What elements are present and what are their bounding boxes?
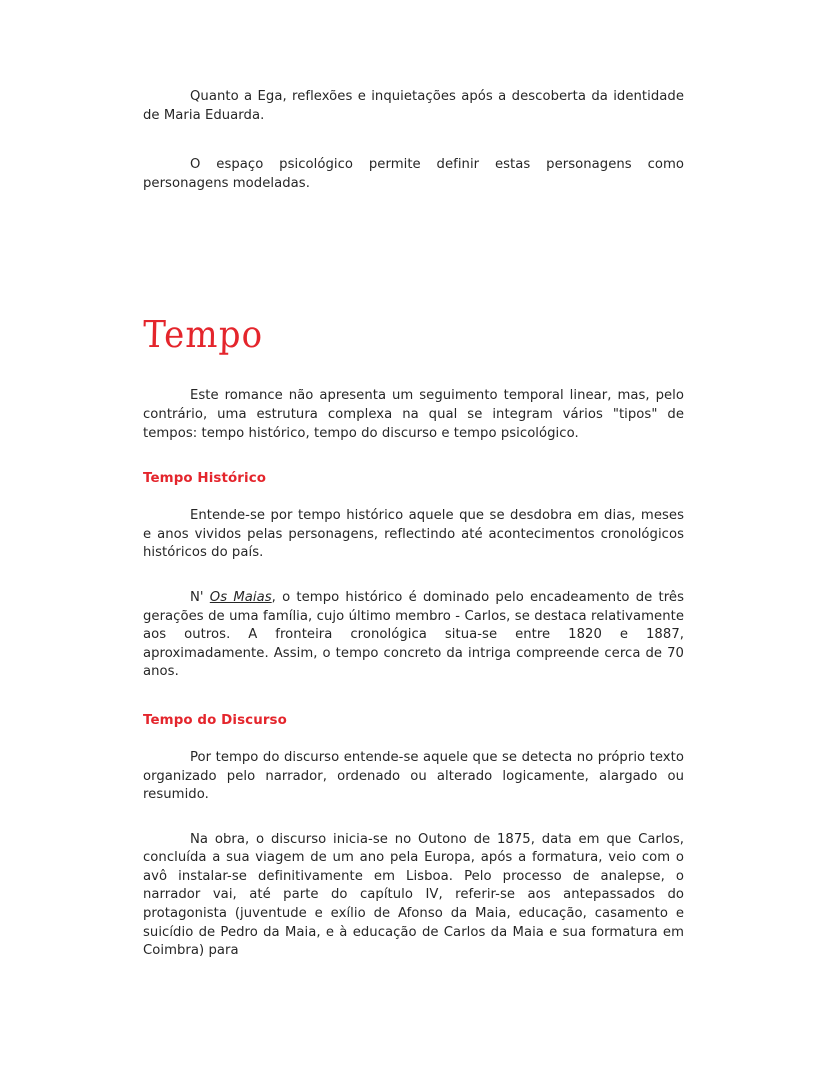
paragraph-espaco-psicologico: O espaço psicológico permite definir estas personagens como personagens modeladas. — [143, 157, 684, 191]
spacer-before-subheading-tempo-do-discurso — [143, 682, 684, 712]
subheading-tempo-do-discurso: Tempo do Discurso — [143, 712, 287, 728]
spacer-before-subheading-tempo-historico — [143, 443, 684, 470]
section-title-tempo: Tempo — [142, 313, 264, 357]
spacer-before-paragraph-os-maias — [143, 563, 684, 589]
spacer-after-subheading-tempo-historico — [143, 487, 684, 507]
work-title-os-maias: Os Maias — [209, 589, 272, 605]
paragraph-entende-se-tempo-historico: Entende-se por tempo histórico aquele que se desdobra em dias, meses e anos vividos pelas personagens, reflectindo até acontecimentos cronológicos históricos do país. — [143, 508, 684, 561]
paragraph-por-tempo-do-discurso: Por tempo do discurso entende-se aquele que se detecta no próprio texto organizado pelo narrador, ordenado ou alterado logicamente, alargado ou resumido. — [143, 749, 684, 803]
paragraph-romance-nao-linear: Este romance não apresenta um seguimento temporal linear, mas, pelo contrário, uma estrutura complexa na qual se integram vários "tipos" de tempos: tempo histórico, tempo do discurso e tempo psicológico. — [143, 388, 684, 441]
spacer-after-title-tempo — [143, 355, 684, 387]
paragraph-os-maias-geracoes — [143, 589, 684, 682]
paragraph-os-maias-remainder: , o tempo histórico é dominado pelo encadeamento de três gerações de uma família, cujo último membro - Carlos, se destaca relativamente aos outros. A fronteira cronológica situa-se entre 1820 e 1887, aproximadamente. Assim, o tempo concreto da intriga compreende cerca de 70 anos. — [143, 589, 684, 680]
subheading-tempo-historico: Tempo Histórico — [143, 471, 267, 487]
paragraph-ega: Quanto a Ega, reflexões e inquietações após a descoberta da identidade de Maria Eduarda. — [143, 89, 684, 123]
paragraph-na-obra-outono-1875: Na obra, o discurso inicia-se no Outono de 1875, data em que Carlos, concluída a sua viagem de um ano pela Europa, após a formatura, veio com o avô instalar-se definitivamente em Lisboa. Pelo processo de analepse, o narrador vai, até parte do capítulo IV, referir-se aos antepassados do protagonista (juventude e exílio de Afonso da Maia, educação, casamento e suicídio de Pedro da Maia, e à educação de Carlos da Maia e sua formatura em Coimbra) para — [143, 831, 684, 959]
spacer-before-title-tempo — [143, 193, 684, 315]
text-n-apostrophe: N' — [190, 589, 210, 605]
spacer-after-paragraph-ega — [143, 125, 684, 156]
spacer-after-subheading-tempo-do-discurso — [143, 729, 684, 749]
spacer-before-paragraph-na-obra — [143, 805, 684, 831]
document-text-column — [143, 88, 684, 961]
